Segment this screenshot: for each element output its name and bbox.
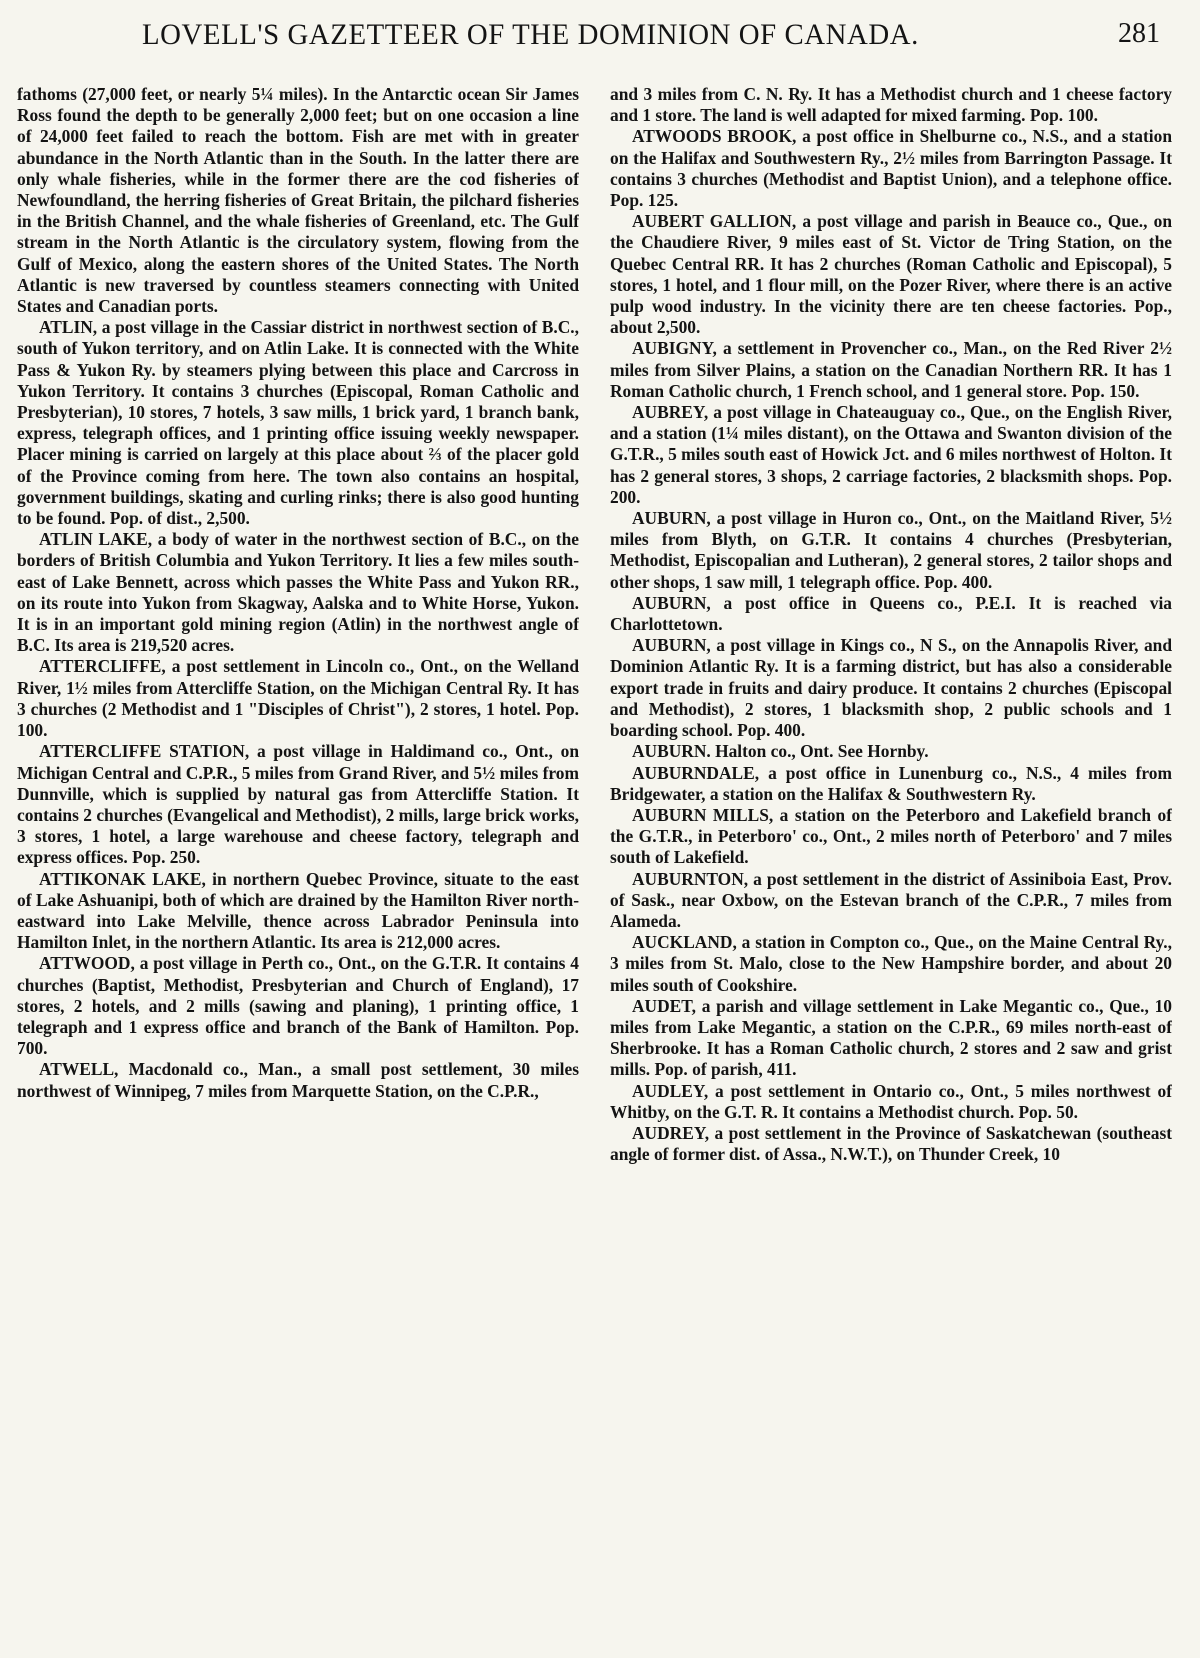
entry-auckland: AUCKLAND, a station in Compton co., Que., on the Maine Central Ry., 3 miles from St. Malo, close to the New Hampshire border, and about 20 miles south of Cookshire. xyxy=(610,932,1172,995)
entry-atlin-lake: ATLIN LAKE, a body of water in the northwest section of B.C., on the borders of British Columbia and Yukon Territory. It lies a few miles south-east of Lake Bennett, across which passes the White Pass and Yukon RR., on its route into Yukon from Skagway, Aalska and to White Horse, Yukon. It is in an important gold mining region (Atlin) in the northwest angle of B.C. Its area is 219,520 acres. xyxy=(17,529,579,656)
right-column xyxy=(610,84,1172,1654)
entry-aubrey: AUBREY, a post village in Chateauguay co., Que., on the English River, and a station (1¼ miles distant), on the Ottawa and Swanton division of the G.T.R., 5 miles south east of Howick Jct. and 6 miles northwest of Holton. It has 2 general stores, 3 shops, 2 carriage factories, 2 blacksmith shops. Pop. 200. xyxy=(610,402,1172,507)
entry-atwoods-brook: ATWOODS BROOK, a post office in Shelburne co., N.S., and a station on the Halifax and Southwestern Ry., 2½ miles from Barrington Passage. It contains 3 churches (Methodist and Baptist Union), and a telephone office. Pop. 125. xyxy=(610,126,1172,211)
entry-attwood: ATTWOOD, a post village in Perth co., Ont., on the G.T.R. It contains 4 churches (Baptist, Methodist, Presbyterian and Church of England), 17 stores, 2 hotels, and 2 mills (sawing and planing), 1 printing office, 1 telegraph and 1 express office and branch of the Bank of Hamilton. Pop. 700. xyxy=(17,953,579,1059)
entry-aubert-gallion: AUBERT GALLION, a post village and parish in Beauce co., Que., on the Chaudiere River, 9 miles east of St. Victor de Tring Station, on the Quebec Central RR. It has 2 churches (Roman Catholic and Episcopal), 5 stores, 1 hotel, and 1 flour mill, on the Pozer River, where there is an active pulp wood industry. In the vicinity there are ten cheese factories. Pop., about 2,500. xyxy=(610,211,1172,338)
entry-auburn-queens: AUBURN, a post office in Queens co., P.E.I. It is reached via Charlottetown. xyxy=(610,592,1172,635)
entry-auburn-mills: AUBURN MILLS, a station on the Peterboro and Lakefield branch of the G.T.R., in Peterboro' co., Ont., 2 miles north of Peterboro' and 7 miles south of Lakefield. xyxy=(610,804,1172,868)
entry-audley: AUDLEY, a post settlement in Ontario co., Ont., 5 miles northwest of Whitby, on the G.T. R. It contains a Methodist church. Pop. 50. xyxy=(610,1080,1172,1122)
entry-atwell-continuation: and 3 miles from C. N. Ry. It has a Methodist church and 1 cheese factory and 1 store. The land is well adapted for mixed farming. Pop. 100. xyxy=(610,84,1172,126)
entry-auburnton: AUBURNTON, a post settlement in the district of Assiniboia East, Prov. of Sask., near Oxbow, on the Estevan branch of the C.P.R., 7 miles from Alameda. xyxy=(610,868,1172,931)
running-header xyxy=(0,8,1200,58)
entry-attercliffe: ATTERCLIFFE, a post settlement in Lincoln co., Ont., on the Welland River, 1½ miles from Attercliffe Station, on the Michigan Central Ry. It has 3 churches (2 Methodist and 1 "Disciples of Christ"), 2 stores, 1 hotel. Pop. 100. xyxy=(17,656,579,741)
entry-attikonak-lake: ATTIKONAK LAKE, in northern Quebec Province, situate to the east of Lake Ashuanipi, both of which are drained by the Hamilton River north-eastward into Lake Melville, thence across Labrador Peninsula into Hamilton Inlet, in the northern Atlantic. Its area is 212,000 acres. xyxy=(17,868,579,953)
left-column xyxy=(17,84,579,1654)
entry-atlin: ATLIN, a post village in the Cassiar district in northwest section of B.C., south of Yukon territory, and on Atlin Lake. It is connected with the White Pass & Yukon Ry. by steamers plying between this place and Carcross in Yukon Territory. It contains 3 churches (Episcopal, Roman Catholic and Presbyterian), 10 stores, 7 hotels, 3 saw mills, 1 brick yard, 1 branch bank, express, telegraph offices, and 1 printing office issuing weekly newspaper. Placer mining is carried on largely at this place about ⅔ of the placer gold of the Province coming from here. The town also contains an hospital, government buildings, skating and curling rinks; there is also good hunting to be found. Pop. of dist., 2,500. xyxy=(17,317,579,529)
entry-atwell: ATWELL, Macdonald co., Man., a small post settlement, 30 miles northwest of Winnipeg, 7 miles from Marquette Station, on the C.P.R., xyxy=(17,1059,579,1101)
entry-audrey: AUDREY, a post settlement in the Province of Saskatchewan (southeast angle of former dist. of Assa., N.W.T.), on Thunder Creek, 10 xyxy=(610,1122,1172,1165)
entry-aubigny: AUBIGNY, a settlement in Provencher co., Man., on the Red River 2½ miles from Silver Plains, a station on the Canadian Northern RR. It has 1 Roman Catholic church, 1 French school, and 1 general store. Pop. 150. xyxy=(610,338,1172,401)
entry-auburndale: AUBURNDALE, a post office in Lunenburg co., N.S., 4 miles from Bridgewater, a station on the Halifax & Southwestern Ry. xyxy=(610,762,1172,804)
entry-auburn-halton: AUBURN. Halton co., Ont. See Hornby. xyxy=(632,741,929,762)
entry-continuation: fathoms (27,000 feet, or nearly 5¼ miles). In the Antarctic ocean Sir James Ross found the depth to be generally 2,000 feet; but on one occasion a line of 24,000 feet failed to reach the bottom. Fish are met with in greater abundance in the North Atlantic than in the South. In the latter there are only whale fisheries, while in the former there are the cod fisheries of Newfoundland, the herring fisheries of Great Britain, the pilchard fisheries in the British Channel, and the whale fisheries of Greenland, etc. The Gulf stream in the North Atlantic is the circulatory system, flowing from the Gulf of Mexico, along the eastern shores of the United States. The North Atlantic is new traversed by countless steamers connecting with United States and Canadian ports. xyxy=(17,84,579,317)
entry-auburn-kings: AUBURN, a post village in Kings co., N S., on the Annapolis River, and Dominion Atlantic Ry. It is a farming district, but has also a considerable export trade in fruits and dairy produce. It contains 2 churches (Episcopal and Methodist), 2 stores, 1 blacksmith shop, 2 public schools and 1 boarding school. Pop. 400. xyxy=(610,635,1172,741)
entry-audet: AUDET, a parish and village settlement in Lake Megantic co., Que., 10 miles from Lake Megantic, a station on the C.P.R., 69 miles north-east of Sherbrooke. It has a Roman Catholic church, 2 stores and 2 saw and grist mills. Pop. of parish, 411. xyxy=(610,995,1172,1080)
entry-auburn-huron: AUBURN, a post village in Huron co., Ont., on the Maitland River, 5½ miles from Blyth, on G.T.R. It contains 4 churches (Presbyterian, Methodist, Episcopalian and Lutheran), 2 general stores, 2 tailor shops and other shops, 1 saw mill, 1 telegraph office. Pop. 400. xyxy=(610,508,1172,592)
page-number: 281 xyxy=(1118,18,1160,49)
page-title: LOVELL'S GAZETTEER OF THE DOMINION OF CANADA. xyxy=(142,18,919,51)
entry-attercliffe-station: ATTERCLIFFE STATION, a post village in Haldimand co., Ont., on Michigan Central and C.P.R., 5 miles from Grand River, and 5½ miles from Dunnville, which is supplied by natural gas from Attercliffe Station. It contains 2 churches (Evangelical and Methodist), 2 mills, large brick works, 3 stores, 1 hotel, a large warehouse and cheese factory, telegraph and express offices. Pop. 250. xyxy=(17,741,579,868)
